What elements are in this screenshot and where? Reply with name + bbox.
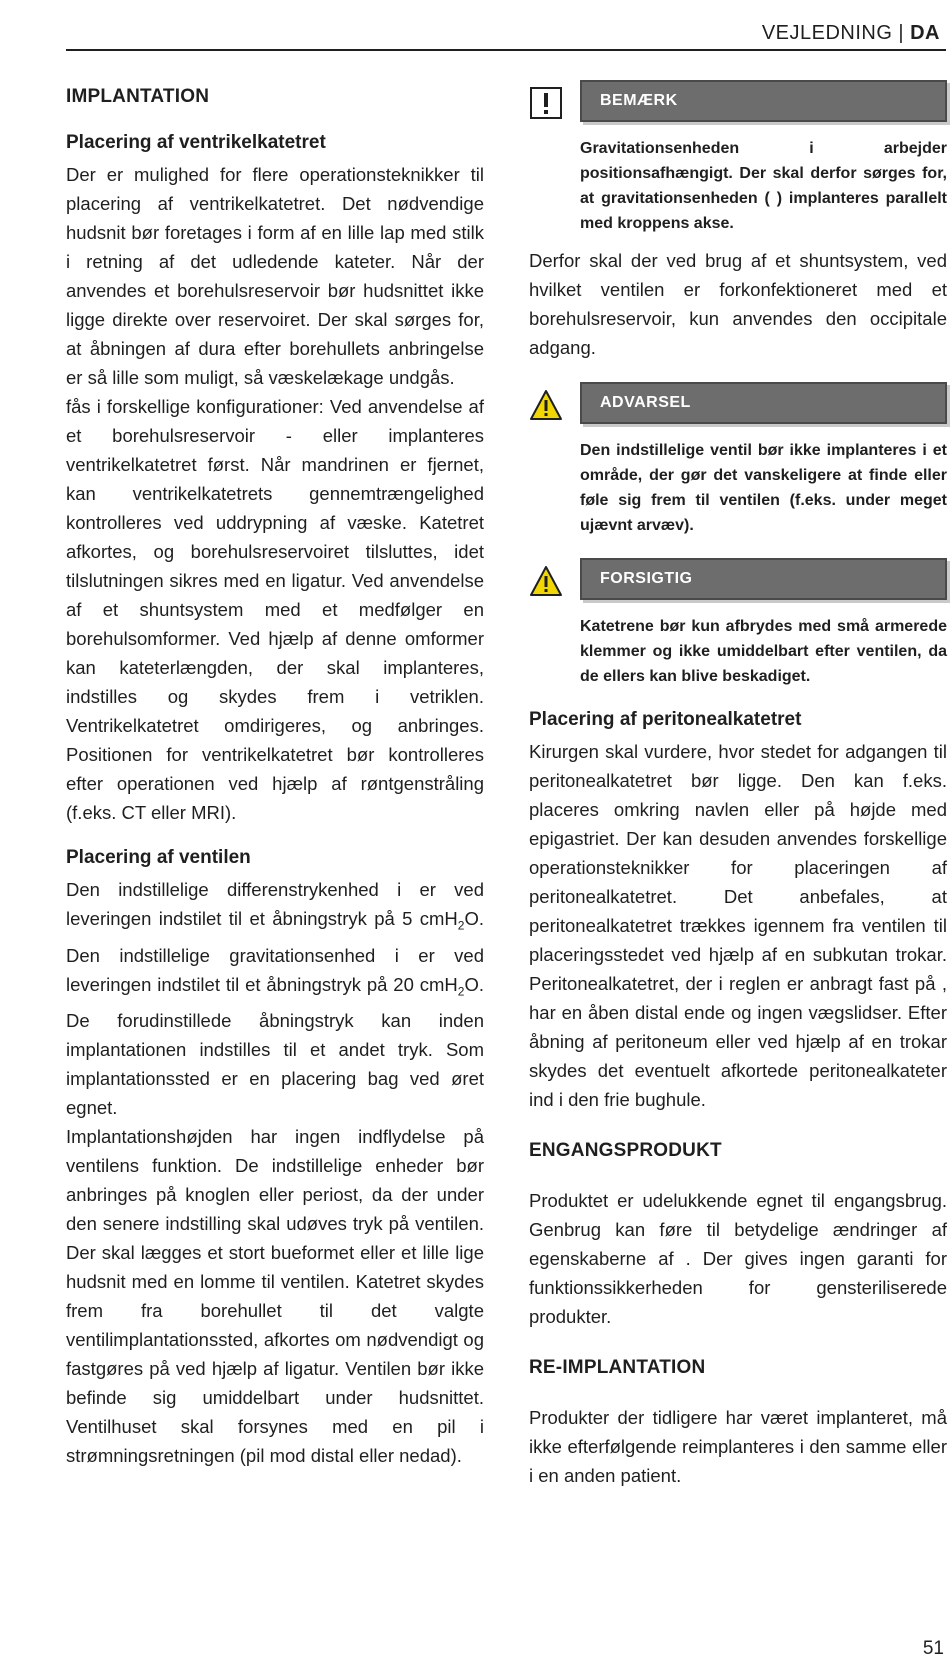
paragraph-reimplantation: Produkter der tidligere har været implanteret, må ikke efterfølgende reimplanteres i den samme eller i en anden patient. <box>529 1407 947 1486</box>
note-text: Gravitationsenheden i arbejder positionsafhængigt. Der skal derfor sørges for, at gravitationsenheden ( ) implanteres parallelt med kroppens akse. <box>580 140 947 232</box>
section-title-single-use: ENGANGSPRODUKT <box>529 1140 722 1161</box>
page-number: 51 <box>922 1638 944 1659</box>
header-separator: | <box>898 22 905 44</box>
warning-triangle-icon <box>529 388 563 422</box>
paragraph-occipital-access: Derfor skal der ved brug af et shuntsystem, ved hvilket ventilen er forkonfektioneret med et borehulsreservoir, kun anvendes den occipitale adgang. <box>529 250 947 358</box>
right-column <box>529 80 947 1490</box>
paragraph-peritoneal: Kirurgen skal vurdere, hvor stedet for adgangen til peritonealkatetret bør ligge. Den kan f.eks. placeres omkring navlen eller på højde med epigastriet. Der kan desuden anvendes forskellige operationsteknikker for placeringen af peritonealkatetret. Det anbefales, at peritonealkatetret trækkes igennem fra ventilen til placeringsstedet ved hjælp af en subkutan trokar. Peritonealkatetret, der i reglen er anbragt fast på , har en åben distal ende og ingen vægslidser. Efter åbning af peritoneum eller ved hjælp af en trokar skydes det eventuelt afkortede peritonealkateter ind i den frie bughule. <box>529 741 947 1110</box>
header-language: DA <box>910 22 940 44</box>
caution-text: Katetrene bør kun afbrydes med små armerede klemmer og ikke umiddelbart efter ventilen, da de ellers kan blive beskadiget. <box>580 618 947 685</box>
caution-title: FORSIGTIG <box>580 558 947 600</box>
subscript-2: 2 <box>457 918 465 933</box>
note-box <box>529 80 947 236</box>
section-title-implantation: IMPLANTATION <box>66 86 210 107</box>
valve-text-a: Den indstillelige differenstrykenhed i er ved leveringen indstilet til et åbningstryk på 5 cmH <box>66 879 484 929</box>
warning-box <box>529 382 947 538</box>
page-header <box>66 22 946 51</box>
paragraph-valve-1 <box>66 875 484 1122</box>
caution-box <box>529 558 947 689</box>
heading-ventricle-catheter: Placering af ventrikelkatetret <box>66 132 326 153</box>
warning-text: Den indstillelige ventil bør ikke implanteres i et område, der gør det vanskeligere at finde eller føle sig frem til ventilen (f.eks. under meget ujævnt arvæv). <box>580 442 947 534</box>
warning-title: ADVARSEL <box>580 382 947 424</box>
heading-peritoneal-catheter: Placering af peritonealkatetret <box>529 709 802 730</box>
paragraph-valve-2: Implantationshøjden har ingen indflydelse på ventilens funktion. De indstillelige enheder bør anbringes på knoglen eller periost, da der under den senere indstilling skal udøves tryk på ventilen. Der skal lægges et stort bueformet eller et lille lige hudsnit med en lomme til ventilen. Katetret skydes frem fra borehullet til det valgte ventilimplantationssted, afkortes om nødvendigt og fastgøres på ved hjælp af ligatur. Ventilen bør ikke befinde sig umiddelbart under hudsnittet. Ventilhuset skal forsynes med en pil i strømningsretningen (pil mod distal eller nedad). <box>66 1126 484 1467</box>
left-column <box>66 80 484 1470</box>
exclamation-box-icon <box>529 86 563 120</box>
section-title-reimplantation: RE-IMPLANTATION <box>529 1357 706 1378</box>
header-label <box>762 22 940 44</box>
paragraph-single-use: Produktet er udelukkende egnet til engangsbrug. Genbrug kan føre til betydelige ændringer af egenskaberne af . Der gives ingen garanti for funktionssikkerheden for gensteriliserede produkter. <box>529 1190 947 1327</box>
heading-valve-placement: Placering af ventilen <box>66 847 251 868</box>
warning-triangle-icon <box>529 564 563 598</box>
header-title: VEJLEDNING <box>761 22 893 44</box>
note-title: BEMÆRK <box>580 80 947 122</box>
valve-text-b: O. Den indstillelige gravitationsenhed i er ved leveringen indstilet til et åbningstryk på 20 cmH <box>66 908 484 995</box>
subscript-2: 2 <box>457 984 465 999</box>
valve-text-c: O. De forudinstillede åbningstryk kan inden implantationen indstilles til et andet tryk. Som implantationssted er en placering bag ved øret egnet. <box>66 973 484 1119</box>
paragraph-ventricle-1: Der er mulighed for flere operationsteknikker til placering af ventrikelkatetret. Det nødvendige hudsnit bør foretages i form af en lille lap med stilk i retning af det udledende kateter. Når der anvendes et borehulsreservoir bør hudsnittet ikke ligge direkte over reservoiret. Der skal sørges for, at åbningen af dura efter borehullets anbringelse er så lille som muligt, så væskelækage undgås. <box>66 164 484 388</box>
paragraph-ventricle-2: fås i forskellige konfigurationer: Ved anvendelse af et borehulsreservoir - eller implanteres ventrikelkatetret først. Når mandrinen er fjernet, kan ventrikelkatetrets gennemtrængelighed kontrolleres ved uddrypning af væske. Katetret afkortes, og borehulsreservoiret tilsluttes, idet tilslutningen sikres med en ligatur. Ved anvendelse af et shuntsystem med et medfølger en borehulsomformer. Ved hjælp af denne omformer kan kateterlængden, der skal implanteres, indstilles og skydes frem i vetriklen. Ventrikelkatetret omdirigeres, og anbringes. Positionen for ventrikelkatetret bør kontrolleres efter operationen ved hjælp af røntgenstråling (f.eks. CT eller MRI). <box>66 396 484 823</box>
